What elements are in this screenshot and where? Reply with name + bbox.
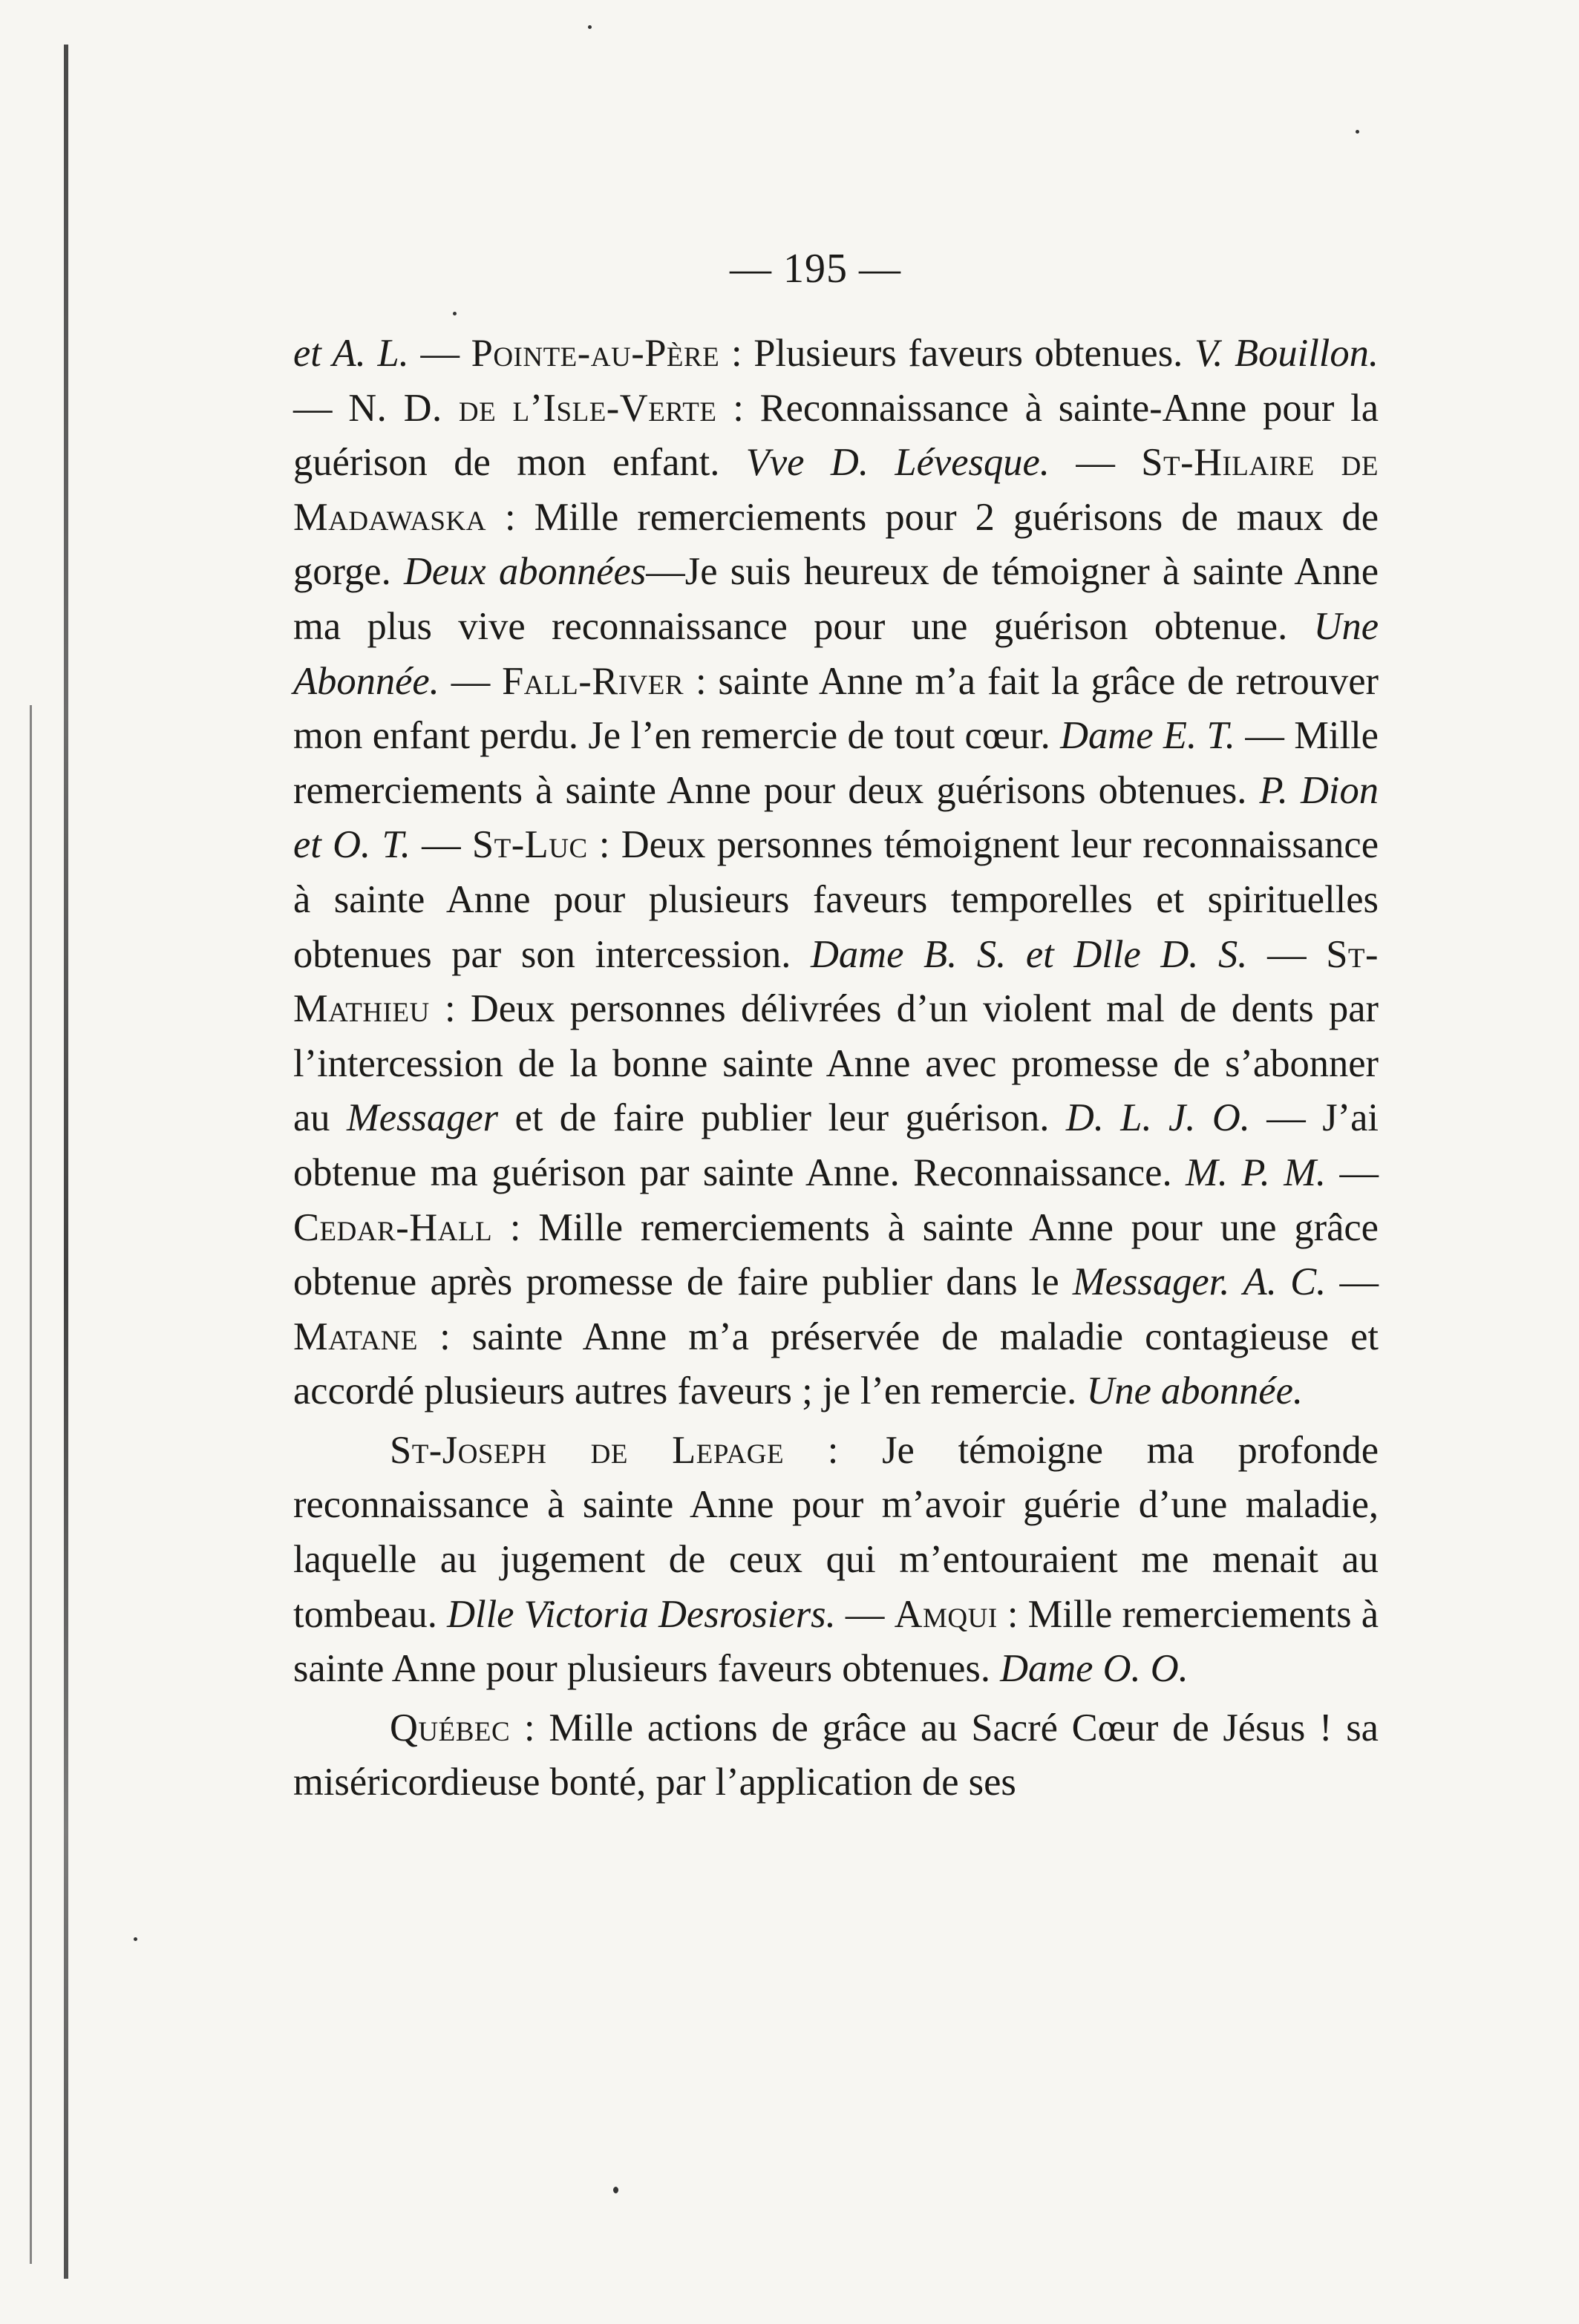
page-scan-edge <box>30 705 32 2264</box>
place-name: Québec <box>390 1706 511 1749</box>
signature: Dame E. T. <box>1060 714 1235 758</box>
signature: Messager. <box>1072 1260 1230 1304</box>
paragraph <box>293 1701 1379 1810</box>
text-run: : Deux personnes témoignent leur reconnaissance à sainte Anne pour plusieurs faveurs temporelles et spirituelles obtenues par son intercession. <box>293 823 1379 976</box>
text-run: : Mille actions de grâce au Sacré Cœur de Jésus ! sa miséricordieuse bonté, par l’application de ses <box>293 1706 1379 1804</box>
text-run: — <box>408 332 471 375</box>
scan-speck <box>134 1937 137 1941</box>
signature: Une Abonnée. <box>293 604 1379 703</box>
text-run: et de faire publier leur guérison. <box>498 1096 1066 1140</box>
signature: Dlle Victoria Desrosiers. <box>447 1592 836 1636</box>
scan-speck <box>1356 130 1359 134</box>
text-run <box>1229 1260 1243 1303</box>
text-run: — <box>1247 932 1327 976</box>
text-run: — <box>439 659 503 703</box>
page-number: — 195 — <box>730 246 901 292</box>
text-run: — <box>835 1592 895 1636</box>
place-name: Cedar-Hall <box>293 1205 493 1249</box>
signature: Dame O. O. <box>1000 1647 1189 1691</box>
signature: et A. L. <box>293 332 409 375</box>
text-run: : Deux personnes délivrées d’un violent mal de dents par l’intercession de la bonne sainte Anne avec promesse de s’abonner au <box>293 987 1379 1140</box>
signature: Deux abonnées <box>403 550 647 594</box>
signature: Dame B. S. et Dlle D. S. <box>811 932 1248 976</box>
place-name: Fall-River <box>502 659 684 703</box>
scan-speck <box>588 25 592 29</box>
place-name: Amqui <box>894 1592 998 1636</box>
signature: Vve D. Lévesque. <box>745 441 1050 485</box>
text-run: : Mille remerciements à sainte Anne pour plusieurs faveurs obtenues. <box>293 1592 1379 1691</box>
place-name: St-Luc <box>471 823 588 867</box>
place-name: Pointe-au-Père <box>471 332 720 375</box>
text-run: : Je témoigne ma profonde reconnaissance à sainte Anne pour m’avoir guérie d’une maladie, laquelle au jugement de ceux qui m’entouraient me menait au tombeau. <box>293 1428 1379 1636</box>
text-run: : Mille remerciements à sainte Anne pour une grâce obtenue après promesse de faire publier dans le <box>293 1205 1379 1304</box>
signature: P. Dion et O. T. <box>293 768 1379 867</box>
signature: D. L. J. O. <box>1065 1096 1250 1140</box>
text-run: : Plusieurs faveurs obtenues. <box>719 332 1194 375</box>
signature: A. C. <box>1243 1260 1327 1304</box>
text-run: — <box>1326 1150 1379 1194</box>
text-run: — <box>1049 441 1142 485</box>
signature: V. Bouillon. <box>1194 332 1379 375</box>
text-run: — <box>293 386 349 430</box>
text-run: : Mille remerciements pour 2 guérisons de maux de gorge. <box>293 495 1379 594</box>
text-run: — J’ai obtenue ma guérison par sainte Anne. Reconnaissance. <box>293 1096 1379 1194</box>
text-run: — <box>410 823 472 867</box>
place-name: St-Hilaire de Madawaska <box>293 441 1379 539</box>
text-run: — <box>1326 1260 1379 1304</box>
signature: Messager <box>346 1096 499 1140</box>
text-run: : Reconnaissance à sainte-Anne pour la guérison de mon enfant. <box>293 386 1379 485</box>
signature: Une abonnée. <box>1086 1369 1304 1413</box>
paragraph <box>293 1424 1379 1697</box>
paragraph <box>293 327 1379 1419</box>
place-name: St-Mathieu <box>293 932 1379 1031</box>
place-name: St-Joseph de Lepage <box>390 1428 785 1472</box>
signature: M. P. M. <box>1186 1150 1327 1194</box>
scan-speck <box>453 312 457 315</box>
place-name: Matane <box>293 1315 418 1358</box>
scan-speck <box>613 2187 618 2193</box>
page-binding-edge <box>64 45 68 2279</box>
text-run: —Je suis heureux de témoigner à sainte Anne ma plus vive reconnaissance pour une guérison obtenue. <box>293 550 1379 648</box>
text-run: : sainte Anne m’a fait la grâce de retrouver mon enfant perdu. Je l’en remercie de tout cœur. <box>293 659 1379 758</box>
text-run: — Mille remerciements à sainte Anne pour deux guérisons obtenues. <box>293 714 1379 812</box>
body-text <box>293 327 1379 1810</box>
place-name: N. D. de l’Isle-Verte <box>348 386 717 430</box>
text-run: : sainte Anne m’a préservée de maladie contagieuse et accordé plusieurs autres faveurs ; je l’en remercie. <box>293 1315 1379 1413</box>
